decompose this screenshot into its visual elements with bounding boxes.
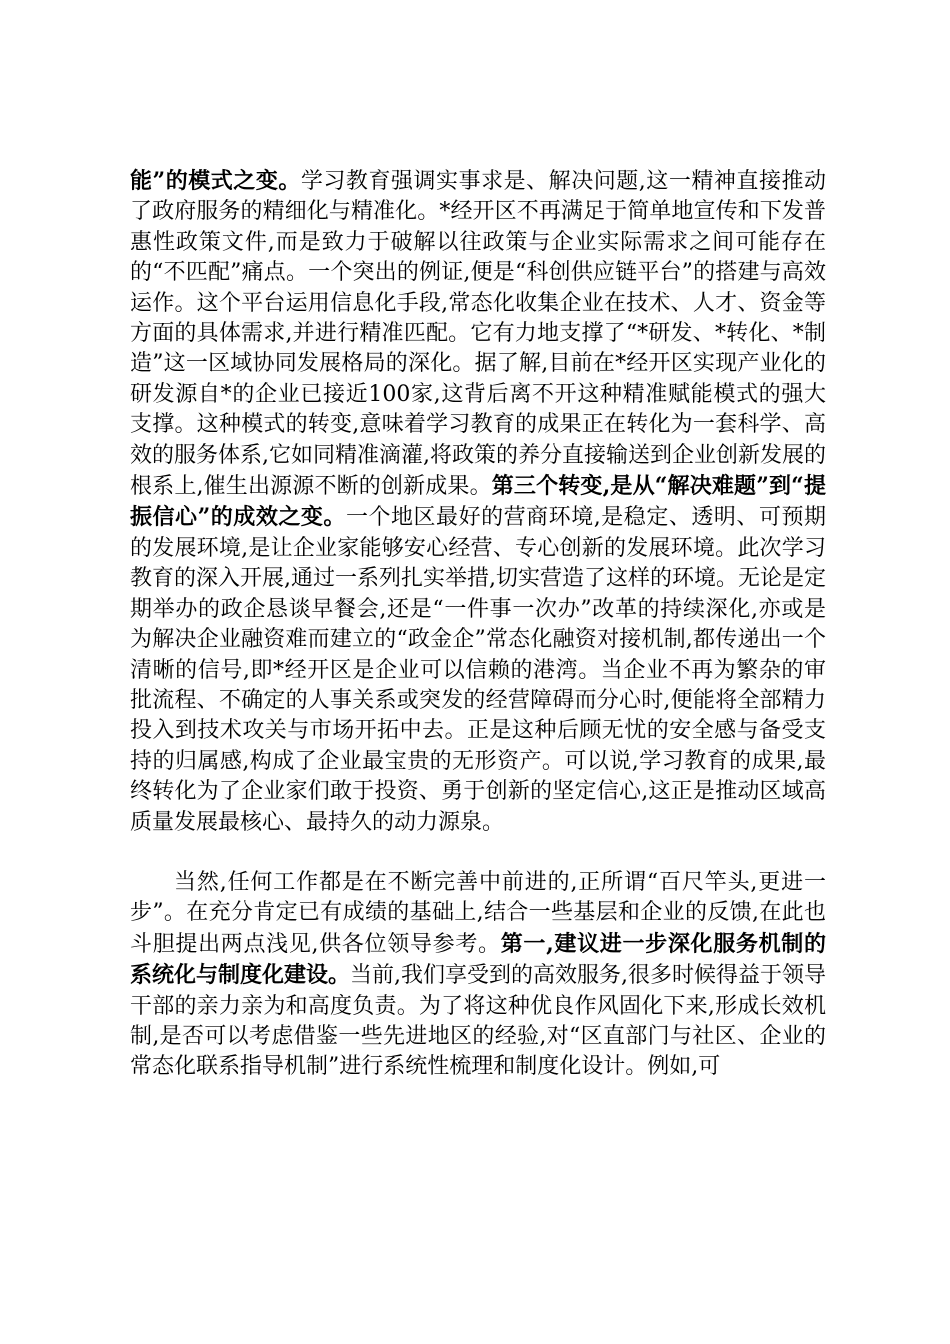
body-text-change-3: 一个地区最好的营商环境,是稳定、透明、可预期的发展环境,是让企业家能够安心经营、专心创新的发展环境。此次学习教育的深入开展,通过一系列扎实举措,切实营造了这样的环境。无论是定期举办的政企恳谈早餐会,还是“一件事一次办”改革的持续深化,亦或是为解决企业融资难而建立的“政金企”常态化融资对接机制,都传递出一个清晰的信号,即*经开区是企业可以信赖的港湾。当企业不再为繁杂的审批流程、不确定的人事关系或突发的经营障碍而分心时,便能将全部精力投入到技术攻关与市场开拓中去。正是这种后顾无忧的安全感与备受支持的归属感,构成了企业最宝贵的无形资产。可以说,学习教育的成果,最终转化为了企业家们敢于投资、勇于创新的坚定信心,这正是推动区域高质量发展最核心、最持久的动力源泉。 <box>130 505 827 835</box>
body-text-change-2: 学习教育强调实事求是、解决问题,这一精神直接推动了政府服务的精细化与精准化。*经开区不再满足于简单地宣传和下发普惠性政策文件,而是致力于破解以往政策与企业实际需求之间可能存在的“不匹配”痛点。一个突出的例证,便是“科创供应链平台”的搭建与高效运作。这个平台运用信息化手段,常态化收集企业在技术、人才、资金等方面的具体需求,并进行精准匹配。它有力地支撑了“*研发、*转化、*制造”这一区域协同发展格局的深化。据了解,目前在*经开区实现产业化的研发源自*的企业已接近100家,这背后离不开这种精准赋能模式的强大支撑。这种模式的转变,意味着学习教育的成果正在转化为一套科学、高效的服务体系,它如同精准滴灌,将政策的养分直接输送到企业创新发展的根系上,催生出源源不断的创新成果。 <box>130 169 826 500</box>
bold-heading-change-3: 第三个转变,是从“解决难题”到“提振信心”的成效之变。 <box>130 473 826 531</box>
bold-heading-suggestion-1: 第一,建议进一步深化服务机制的系统化与制度化建设。 <box>130 930 826 989</box>
body-text-suggestion-1: 当前,我们享受到的高效服务,很多时候得益于领导干部的亲力亲为和高度负责。为了将这种优良作风固化下来,形成长效机制,是否可以考虑借鉴一些先进地区的经验,对“区直部门与社区、企业的常态化联系指导机制”进行系统性梳理和制度化设计。例如,可 <box>130 963 827 1080</box>
body-paragraph-2 <box>130 868 826 1083</box>
body-paragraph-1 <box>130 166 826 838</box>
bold-heading-change-2-end: 能”的模式之变。 <box>130 168 301 194</box>
document-page <box>130 166 826 1083</box>
body-text-suggestions-intro: 当然,任何工作都是在不断完善中前进的,正所谓“百尺竿头,更进一步”。在充分肯定已有成绩的基础上,结合一些基层和企业的反馈,在此也斗胆提出两点浅见,供各位领导参考。 <box>130 869 826 957</box>
